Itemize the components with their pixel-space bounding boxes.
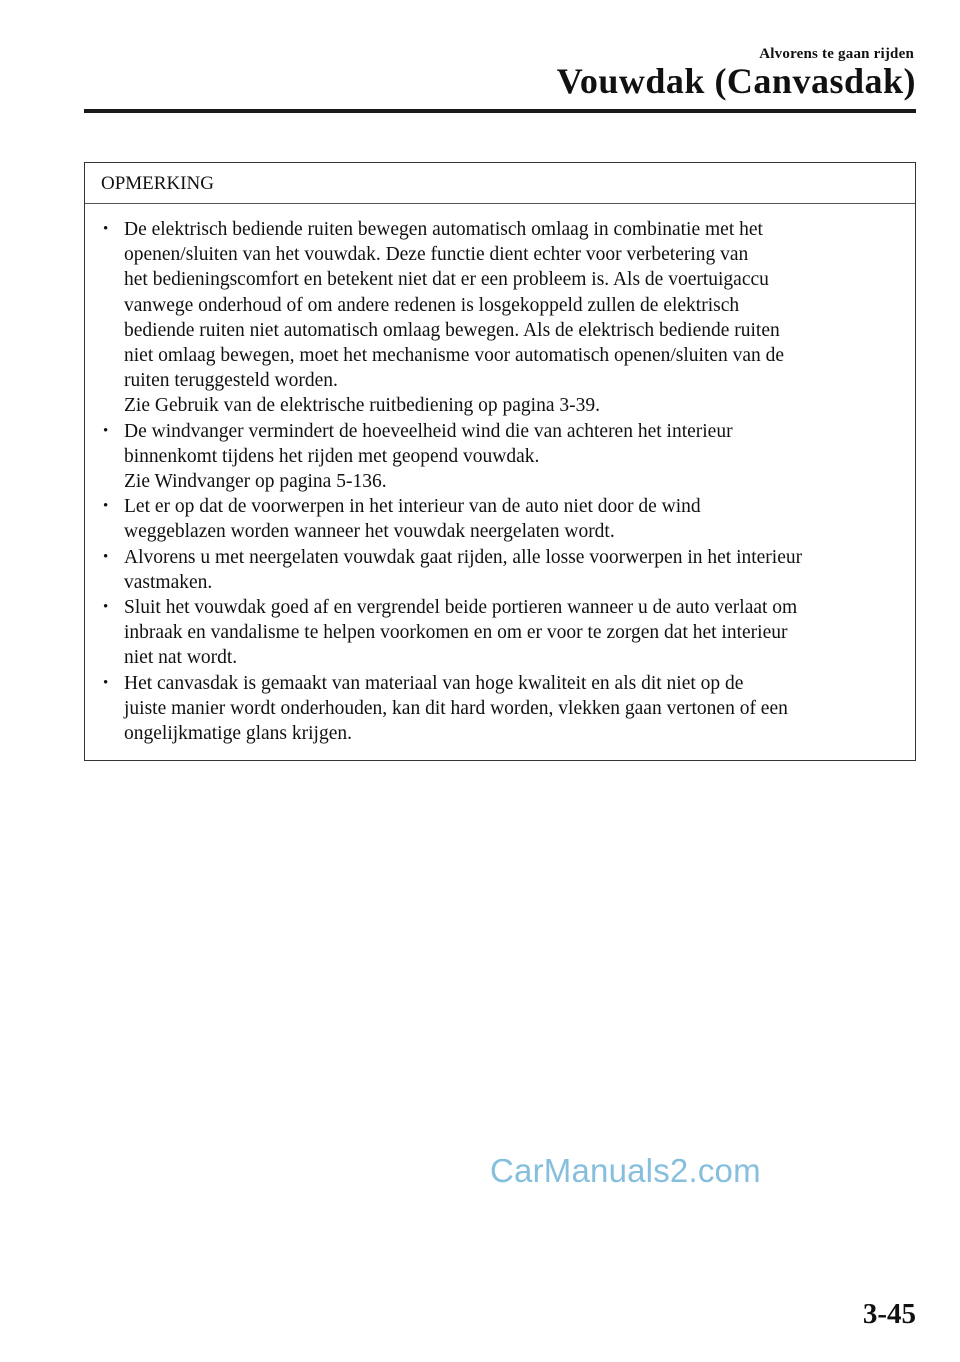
note-item-line: niet nat wordt. — [124, 647, 238, 669]
note-item-line: Zie Gebruik van de elektrische ruitbediening op pagina 3-39. — [124, 395, 600, 417]
note-item-line: bediende ruiten niet automatisch omlaag bewegen. Als de elektrisch bediende ruiten — [124, 319, 780, 341]
watermark-logo: CarManuals2.com — [490, 1152, 761, 1189]
note-item-line: De elektrisch bediende ruiten bewegen automatisch omlaag in combinatie met het — [124, 219, 763, 240]
bullet-icon: • — [103, 599, 109, 616]
note-item-line: Alvorens u met neergelaten vouwdak gaat rijden, alle losse voorwerpen in het interieur — [124, 546, 803, 568]
bullet-icon: • — [103, 498, 109, 515]
bullet-icon: • — [103, 674, 109, 691]
note-list — [99, 217, 907, 746]
note-item-line: binnenkomt tijdens het rijden met geopend vouwdak. — [124, 445, 540, 467]
note-item-line: Let er op dat de voorwerpen in het interieur van de auto niet door de wind — [124, 496, 701, 518]
bullet-icon: • — [103, 221, 109, 237]
bullet-icon: • — [103, 548, 109, 565]
note-item-line: inbraak en vandalisme te helpen voorkomen en om er voor te zorgen dat het interieur — [124, 622, 788, 644]
note-item-line: weggeblazen worden wanneer het vouwdak neergelaten wordt. — [124, 521, 615, 543]
note-item-line: ongelijkmatige glans krijgen. — [124, 723, 352, 745]
note-item — [99, 217, 907, 419]
note-item-line: vanwege onderhoud of om andere redenen is losgekoppeld zullen de elektrisch — [124, 294, 740, 316]
note-item — [99, 494, 907, 544]
note-item — [99, 545, 907, 595]
note-box — [84, 162, 916, 761]
note-item-line: niet omlaag bewegen, moet het mechanisme voor automatisch openen/sluiten van de — [124, 345, 785, 367]
note-item-line: Het canvasdak is gemaakt van materiaal van hoge kwaliteit en als dit niet op de — [124, 672, 744, 694]
note-item-line: het bedieningscomfort en betekent niet dat er een probleem is. Als de voertuigaccu — [124, 269, 769, 291]
note-item-line: openen/sluiten van het vouwdak. Deze functie dient echter voor verbetering van — [124, 244, 749, 266]
note-item-line: De windvanger vermindert de hoeveelheid wind die van achteren het interieur — [124, 420, 733, 442]
note-item-line: Sluit het vouwdak goed af en vergrendel beide portieren wanneer u de auto verlaat om — [124, 597, 798, 619]
note-item — [99, 595, 907, 671]
page-header-section: Alvorens te gaan rijden — [759, 46, 914, 62]
page-title: Vouwdak (Canvasdak) — [556, 61, 916, 101]
note-item — [99, 671, 907, 747]
note-item-line: vastmaken. — [124, 571, 213, 593]
header-rule — [84, 109, 916, 113]
note-item — [99, 419, 907, 495]
note-item-line: ruiten teruggesteld worden. — [124, 370, 338, 392]
note-item-line: Zie Windvanger op pagina 5-136. — [124, 471, 387, 493]
bullet-icon: • — [103, 422, 109, 439]
note-item-line: juiste manier wordt onderhouden, kan dit hard worden, vlekken gaan vertonen of een — [124, 697, 788, 719]
note-heading: OPMERKING — [85, 163, 915, 204]
page-number: 3-45 — [862, 1298, 916, 1330]
